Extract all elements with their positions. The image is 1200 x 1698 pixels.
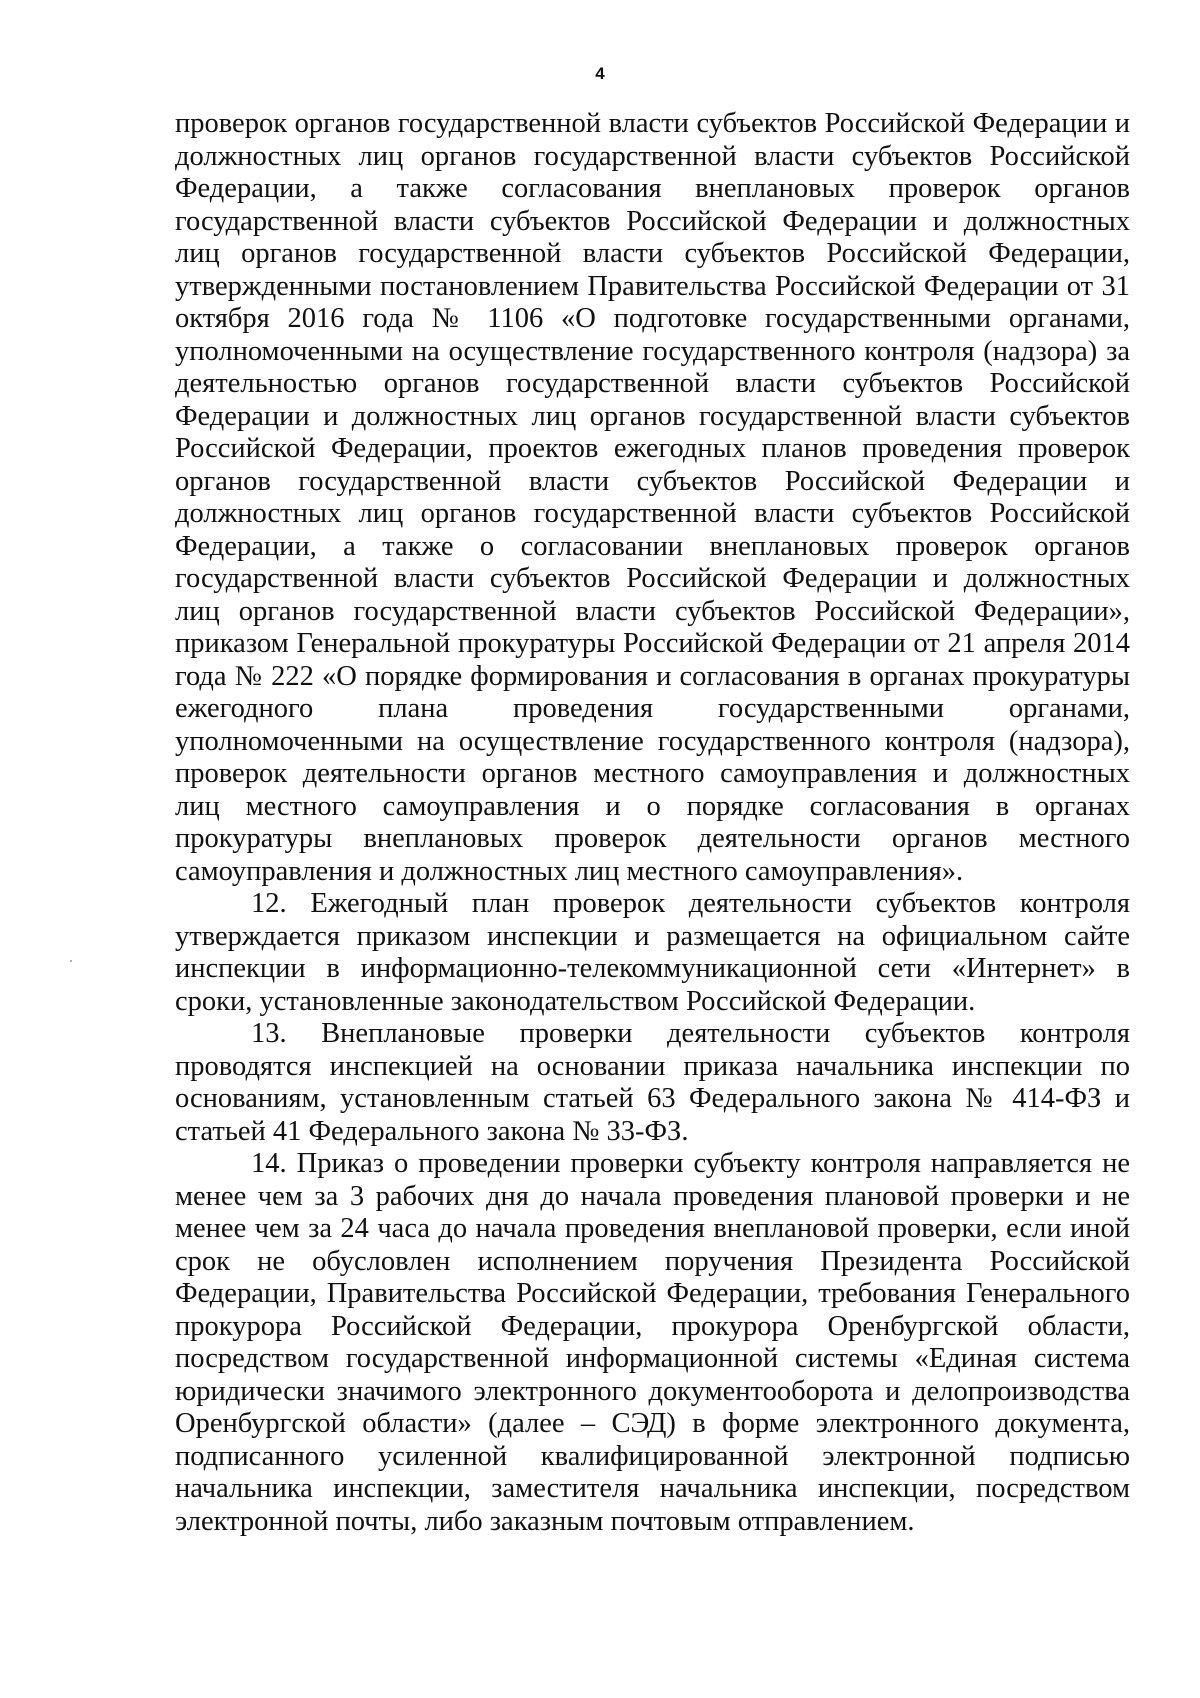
paragraph-13: 13. Внеплановые проверки деятельности субъектов контроля проводятся инспекцией на основании приказа начальника инспекции по основаниям, установленным статьей 63 Федерального закона № 414-ФЗ и статьей 41 Федерального закона № 33-ФЗ. (175, 1018, 1130, 1147)
scan-speck (70, 960, 72, 962)
paragraph-14: 14. Приказ о проведении проверки субъекту контроля направляется не менее чем за 3 рабочих дня до начала проведения плановой проверки и не менее чем за 24 часа до начала проведения внеплановой проверки, если иной срок не обусловлен исполнением поручения Президента Российской Федерации, Правительства Российской Федерации, требования Генерального прокурора Российской Федерации, прокурора Оренбургской области, посредством государственной информационной системы «Единая система юридически значимого электронного документооборота и делопроизводства Оренбургской области» (далее – СЭД) в форме электронного документа, подписанного усиленной квалифицированной электронной подписью начальника инспекции, заместителя начальника инспекции, посредством электронной почты, либо заказным почтовым отправлением. (175, 1148, 1130, 1537)
paragraph-12: 12. Ежегодный план проверок деятельности субъектов контроля утверждается приказом инспекции и размещается на официальном сайте инспекции в информационно-телекоммуникационной сети «Интернет» в сроки, установленные законодательством Российской Федерации. (175, 888, 1130, 1017)
document-body (175, 108, 1130, 1538)
paragraph-continuation: проверок органов государственной власти субъектов Российской Федерации и должностных лиц органов государственной власти субъектов Российской Федерации, а также согласования внеплановых проверок органов государственной власти субъектов Российской Федерации и должностных лиц органов государственной власти субъектов Российской Федерации, утвержденными постановлением Правительства Российской Федерации от 31 октября 2016 года № 1106 «О подготовке государственными органами, уполномоченными на осуществление государственного контроля (надзора) за деятельностью органов государственной власти субъектов Российской Федерации и должностных лиц органов государственной власти субъектов Российской Федерации, проектов ежегодных планов проведения проверок органов государственной власти субъектов Российской Федерации и должностных лиц органов государственной власти субъектов Российской Федерации, а также о согласовании внеплановых проверок органов государственной власти субъектов Российской Федерации и должностных лиц органов государственной власти субъектов Российской Федерации», приказом Генеральной прокуратуры Российской Федерации от 21 апреля 2014 года № 222 «О порядке формирования и согласования в органах прокуратуры ежегодного плана проведения государственными органами, уполномоченными на осуществление государственного контроля (надзора), проверок деятельности органов местного самоуправления и должностных лиц местного самоуправления и о порядке согласования в органах прокуратуры внеплановых проверок деятельности органов местного самоуправления и должностных лиц местного самоуправления». (175, 108, 1130, 887)
page-number: 4 (595, 64, 605, 83)
